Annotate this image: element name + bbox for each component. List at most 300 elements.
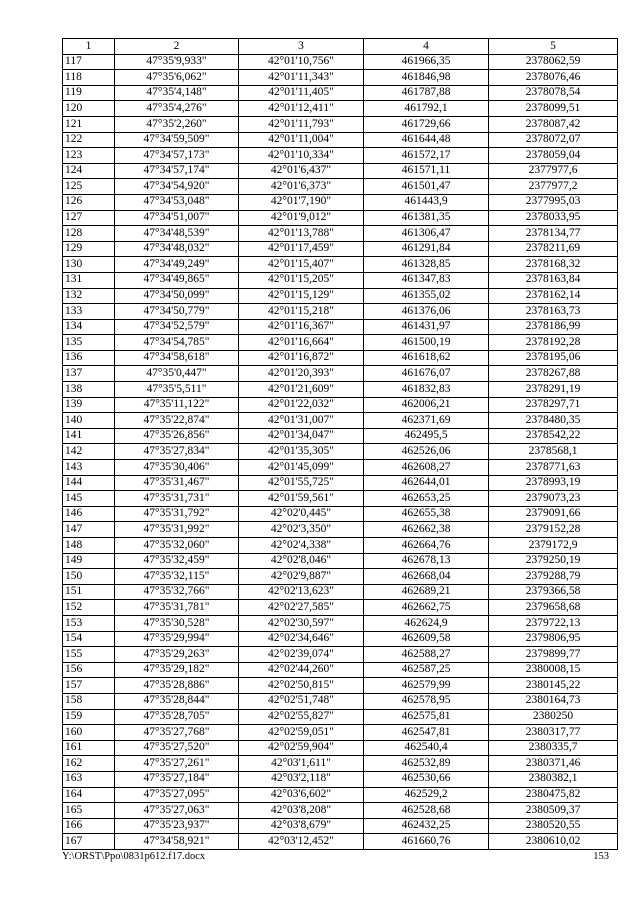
table-cell-col-4: 462578,95 (364, 693, 489, 709)
table-row (63, 631, 618, 647)
table-cell-col-5: 2379899,77 (489, 647, 618, 663)
table-cell-col-4: 462371,69 (364, 413, 489, 429)
table-cell-col-4: 461291,84 (364, 241, 489, 257)
table-cell-col-4: 462664,76 (364, 538, 489, 554)
table-cell-col-5: 2378267,88 (489, 366, 618, 382)
table-row (63, 335, 618, 351)
table-cell-col-4: 462655,38 (364, 506, 489, 522)
table-cell-col-4: 462662,75 (364, 600, 489, 616)
table-cell-col-1: 163 (63, 771, 115, 787)
table-cell-col-1: 162 (63, 756, 115, 772)
table-cell-col-5: 2380610,02 (489, 834, 618, 850)
table-row (63, 116, 618, 132)
table-cell-col-5: 2378993,19 (489, 475, 618, 491)
table-row (63, 397, 618, 413)
header-col-4: 4 (364, 39, 489, 55)
table-cell-col-1: 164 (63, 787, 115, 803)
table-row (63, 288, 618, 304)
table-cell-col-1: 129 (63, 241, 115, 257)
table-cell-col-2: 47°34'49,249" (115, 257, 239, 273)
table-cell-col-3: 42°03'12,452" (239, 834, 364, 850)
table-cell-col-2: 47°35'5,511" (115, 382, 239, 398)
table-cell-col-2: 47°34'54,785" (115, 335, 239, 351)
table-cell-col-3: 42°01'34,047" (239, 428, 364, 444)
table-cell-col-4: 461676,07 (364, 366, 489, 382)
table-cell-col-5: 2379152,28 (489, 522, 618, 538)
table-row (63, 740, 618, 756)
table-row (63, 148, 618, 164)
table-row (63, 85, 618, 101)
table-cell-col-3: 42°02'44,260" (239, 662, 364, 678)
table-cell-col-4: 461660,76 (364, 834, 489, 850)
table-cell-col-4: 462689,21 (364, 584, 489, 600)
table-cell-col-3: 42°02'13,623" (239, 584, 364, 600)
table-cell-col-2: 47°35'9,933" (115, 54, 239, 70)
table-cell-col-5: 2379250,19 (489, 553, 618, 569)
table-cell-col-5: 2378168,32 (489, 257, 618, 273)
table-row (63, 319, 618, 335)
table-row (63, 818, 618, 834)
header-col-1: 1 (63, 39, 115, 55)
table-cell-col-3: 42°02'9,887" (239, 569, 364, 585)
table-cell-col-4: 462644,01 (364, 475, 489, 491)
table-row (63, 475, 618, 491)
table-cell-col-3: 42°01'45,099" (239, 460, 364, 476)
table-row (63, 522, 618, 538)
table-cell-col-1: 123 (63, 148, 115, 164)
table-cell-col-4: 461572,17 (364, 148, 489, 164)
table-row (63, 756, 618, 772)
table-cell-col-5: 2379366,58 (489, 584, 618, 600)
table-cell-col-1: 165 (63, 803, 115, 819)
table-cell-col-1: 125 (63, 179, 115, 195)
table-cell-col-3: 42°03'2,118" (239, 771, 364, 787)
table-cell-col-2: 47°34'59,509" (115, 132, 239, 148)
table-cell-col-5: 2379288,79 (489, 569, 618, 585)
table-cell-col-2: 47°35'2,260" (115, 116, 239, 132)
table-cell-col-5: 2378542,22 (489, 428, 618, 444)
table-cell-col-4: 461376,06 (364, 304, 489, 320)
table-row (63, 241, 618, 257)
table-row (63, 179, 618, 195)
table-cell-col-2: 47°35'27,063" (115, 803, 239, 819)
table-cell-col-3: 42°01'21,609" (239, 382, 364, 398)
table-cell-col-5: 2378134,77 (489, 226, 618, 242)
table-cell-col-1: 127 (63, 210, 115, 226)
table-cell-col-2: 47°35'30,528" (115, 615, 239, 631)
table-cell-col-4: 462006,21 (364, 397, 489, 413)
table-cell-col-2: 47°34'53,048" (115, 194, 239, 210)
table-cell-col-1: 126 (63, 194, 115, 210)
table-cell-col-5: 2378211,69 (489, 241, 618, 257)
table-cell-col-5: 2378033,95 (489, 210, 618, 226)
table-cell-col-2: 47°35'26,856" (115, 428, 239, 444)
table-row (63, 491, 618, 507)
table-cell-col-1: 134 (63, 319, 115, 335)
table-cell-col-2: 47°35'29,263" (115, 647, 239, 663)
table-cell-col-5: 2379073,23 (489, 491, 618, 507)
table-cell-col-4: 462540,4 (364, 740, 489, 756)
table-row (63, 350, 618, 366)
table-cell-col-5: 2377977,2 (489, 179, 618, 195)
table-cell-col-2: 47°35'27,834" (115, 444, 239, 460)
table-cell-col-4: 462608,27 (364, 460, 489, 476)
table-cell-col-3: 42°03'6,602" (239, 787, 364, 803)
table-cell-col-3: 42°03'8,208" (239, 803, 364, 819)
table-row (63, 678, 618, 694)
table-cell-col-3: 42°01'10,334" (239, 148, 364, 164)
table-cell-col-2: 47°34'50,779" (115, 304, 239, 320)
table-cell-col-5: 2378087,42 (489, 116, 618, 132)
table-cell-col-4: 461355,02 (364, 288, 489, 304)
table-cell-col-2: 47°35'32,115" (115, 569, 239, 585)
table-cell-col-4: 462530,66 (364, 771, 489, 787)
table-cell-col-3: 42°01'11,793" (239, 116, 364, 132)
table-cell-col-4: 461381,35 (364, 210, 489, 226)
table-cell-col-1: 166 (63, 818, 115, 834)
table-cell-col-5: 2377995,03 (489, 194, 618, 210)
table-cell-col-3: 42°01'15,218" (239, 304, 364, 320)
table-body (63, 54, 618, 849)
table-row (63, 693, 618, 709)
table-cell-col-1: 143 (63, 460, 115, 476)
table-cell-col-1: 118 (63, 70, 115, 86)
table-cell-col-1: 136 (63, 350, 115, 366)
table-cell-col-1: 122 (63, 132, 115, 148)
table-cell-col-4: 461618,62 (364, 350, 489, 366)
table-cell-col-5: 2380382,1 (489, 771, 618, 787)
table-cell-col-3: 42°01'7,190" (239, 194, 364, 210)
table-cell-col-4: 461443,9 (364, 194, 489, 210)
table-cell-col-2: 47°35'27,261" (115, 756, 239, 772)
table-cell-col-2: 47°34'52,579" (115, 319, 239, 335)
table-cell-col-1: 148 (63, 538, 115, 554)
table-cell-col-1: 142 (63, 444, 115, 460)
table-cell-col-4: 462668,04 (364, 569, 489, 585)
table-cell-col-2: 47°35'31,467" (115, 475, 239, 491)
table-cell-col-4: 461500,19 (364, 335, 489, 351)
table-cell-col-4: 462678,13 (364, 553, 489, 569)
table-cell-col-4: 461729,66 (364, 116, 489, 132)
table-cell-col-2: 47°35'27,184" (115, 771, 239, 787)
table-cell-col-3: 42°01'11,004" (239, 132, 364, 148)
table-cell-col-2: 47°35'32,459" (115, 553, 239, 569)
table-row (63, 600, 618, 616)
table-row (63, 771, 618, 787)
table-cell-col-1: 146 (63, 506, 115, 522)
table-row (63, 553, 618, 569)
table-cell-col-2: 47°34'58,618" (115, 350, 239, 366)
table-cell-col-3: 42°01'11,343" (239, 70, 364, 86)
coordinates-table (62, 38, 618, 850)
table-row (63, 101, 618, 117)
table-cell-col-5: 2378162,14 (489, 288, 618, 304)
table-row (63, 584, 618, 600)
table-cell-col-2: 47°35'6,062" (115, 70, 239, 86)
table-cell-col-3: 42°02'4,338" (239, 538, 364, 554)
footer-file-path: Y:\ORST\Ppo\0831p612.f17.docx (62, 851, 206, 862)
table-cell-col-3: 42°03'1,611" (239, 756, 364, 772)
table-cell-col-3: 42°02'59,051" (239, 725, 364, 741)
table-cell-col-3: 42°02'0,445" (239, 506, 364, 522)
table-cell-col-3: 42°01'6,373" (239, 179, 364, 195)
table-cell-col-2: 47°34'57,173" (115, 148, 239, 164)
table-cell-col-3: 42°01'31,007" (239, 413, 364, 429)
table-cell-col-3: 42°01'11,405" (239, 85, 364, 101)
table-cell-col-1: 131 (63, 272, 115, 288)
table-cell-col-4: 461966,35 (364, 54, 489, 70)
table-cell-col-1: 161 (63, 740, 115, 756)
table-cell-col-1: 139 (63, 397, 115, 413)
table-cell-col-4: 462526,06 (364, 444, 489, 460)
table-cell-col-4: 462609,58 (364, 631, 489, 647)
table-cell-col-1: 152 (63, 600, 115, 616)
table-cell-col-1: 137 (63, 366, 115, 382)
table-cell-col-1: 158 (63, 693, 115, 709)
table-cell-col-4: 462579,99 (364, 678, 489, 694)
page-number: 153 (593, 851, 609, 862)
table-cell-col-2: 47°35'28,886" (115, 678, 239, 694)
table-cell-col-3: 42°02'3,350" (239, 522, 364, 538)
table-cell-col-1: 132 (63, 288, 115, 304)
table-cell-col-5: 2378062,59 (489, 54, 618, 70)
table-cell-col-3: 42°01'35,305" (239, 444, 364, 460)
table-cell-col-2: 47°34'58,921" (115, 834, 239, 850)
table-cell-col-5: 2380335,7 (489, 740, 618, 756)
table-cell-col-3: 42°01'15,129" (239, 288, 364, 304)
table-row (63, 194, 618, 210)
table-cell-col-2: 47°35'31,992" (115, 522, 239, 538)
table-cell-col-2: 47°35'31,731" (115, 491, 239, 507)
table-row (63, 428, 618, 444)
table-cell-col-3: 42°01'12,411" (239, 101, 364, 117)
table-cell-col-4: 461347,83 (364, 272, 489, 288)
table-cell-col-3: 42°01'22,032" (239, 397, 364, 413)
table-cell-col-5: 2378480,35 (489, 413, 618, 429)
table-cell-col-3: 42°01'13,788" (239, 226, 364, 242)
table-cell-col-2: 47°34'48,032" (115, 241, 239, 257)
table-cell-col-4: 462575,81 (364, 709, 489, 725)
table-cell-col-4: 461792,1 (364, 101, 489, 117)
table-row (63, 725, 618, 741)
table-cell-col-1: 156 (63, 662, 115, 678)
table-cell-col-5: 2378099,51 (489, 101, 618, 117)
table-cell-col-1: 154 (63, 631, 115, 647)
table-cell-col-1: 153 (63, 615, 115, 631)
table-cell-col-3: 42°01'59,561" (239, 491, 364, 507)
table-cell-col-5: 2378297,71 (489, 397, 618, 413)
table-cell-col-1: 140 (63, 413, 115, 429)
table-cell-col-4: 462588,27 (364, 647, 489, 663)
table-cell-col-3: 42°01'17,459" (239, 241, 364, 257)
table-cell-col-3: 42°02'34,646" (239, 631, 364, 647)
table-row (63, 538, 618, 554)
table-cell-col-1: 133 (63, 304, 115, 320)
table-row (63, 834, 618, 850)
table-cell-col-5: 2380317,77 (489, 725, 618, 741)
table-row (63, 413, 618, 429)
table-cell-col-4: 462529,2 (364, 787, 489, 803)
table-row (63, 272, 618, 288)
table-row (63, 54, 618, 70)
table-cell-col-3: 42°01'20,393" (239, 366, 364, 382)
table-row (63, 647, 618, 663)
table-cell-col-5: 2380520,55 (489, 818, 618, 834)
table-row (63, 803, 618, 819)
table-cell-col-5: 2380475,82 (489, 787, 618, 803)
table-cell-col-3: 42°02'50,815" (239, 678, 364, 694)
table-cell-col-5: 2380008,15 (489, 662, 618, 678)
table-cell-col-1: 147 (63, 522, 115, 538)
table-cell-col-4: 461431,97 (364, 319, 489, 335)
header-col-5: 5 (489, 39, 618, 55)
table-cell-col-4: 462532,89 (364, 756, 489, 772)
table-row (63, 132, 618, 148)
header-row (63, 39, 618, 55)
table-cell-col-2: 47°35'28,705" (115, 709, 239, 725)
table-cell-col-1: 124 (63, 163, 115, 179)
table-cell-col-1: 155 (63, 647, 115, 663)
table-cell-col-5: 2378568,1 (489, 444, 618, 460)
table-cell-col-2: 47°34'49,865" (115, 272, 239, 288)
table-cell-col-5: 2378072,07 (489, 132, 618, 148)
table-cell-col-5: 2378186,99 (489, 319, 618, 335)
table-cell-col-5: 2379658,68 (489, 600, 618, 616)
table-cell-col-5: 2378195,06 (489, 350, 618, 366)
table-cell-col-2: 47°35'29,182" (115, 662, 239, 678)
table-cell-col-1: 145 (63, 491, 115, 507)
table-cell-col-3: 42°01'16,872" (239, 350, 364, 366)
table-cell-col-1: 159 (63, 709, 115, 725)
table-cell-col-2: 47°35'32,060" (115, 538, 239, 554)
table-cell-col-5: 2379806,95 (489, 631, 618, 647)
table-cell-col-4: 461328,85 (364, 257, 489, 273)
table-cell-col-1: 121 (63, 116, 115, 132)
table-cell-col-4: 462528,68 (364, 803, 489, 819)
table-cell-col-5: 2377977,6 (489, 163, 618, 179)
table-cell-col-2: 47°35'23,937" (115, 818, 239, 834)
table-cell-col-2: 47°35'27,520" (115, 740, 239, 756)
table-cell-col-3: 42°01'15,407" (239, 257, 364, 273)
table-cell-col-1: 157 (63, 678, 115, 694)
table-cell-col-3: 42°01'16,367" (239, 319, 364, 335)
table-cell-col-4: 461501,47 (364, 179, 489, 195)
table-cell-col-1: 149 (63, 553, 115, 569)
table-cell-col-2: 47°35'29,994" (115, 631, 239, 647)
table-cell-col-5: 2380250 (489, 709, 618, 725)
table-cell-col-5: 2379091,66 (489, 506, 618, 522)
table-cell-col-3: 42°02'55,827" (239, 709, 364, 725)
table-cell-col-4: 462587,25 (364, 662, 489, 678)
table-cell-col-2: 47°34'48,539" (115, 226, 239, 242)
table-cell-col-2: 47°35'11,122" (115, 397, 239, 413)
table-row (63, 163, 618, 179)
table-row (63, 787, 618, 803)
table-cell-col-2: 47°34'54,920" (115, 179, 239, 195)
table-cell-col-2: 47°35'4,148" (115, 85, 239, 101)
table-cell-col-2: 47°34'50,099" (115, 288, 239, 304)
table-cell-col-4: 461787,88 (364, 85, 489, 101)
table-cell-col-5: 2378163,73 (489, 304, 618, 320)
table-cell-col-2: 47°35'32,766" (115, 584, 239, 600)
table-cell-col-5: 2380509,37 (489, 803, 618, 819)
table-cell-col-1: 117 (63, 54, 115, 70)
table-cell-col-3: 42°01'16,664" (239, 335, 364, 351)
table-cell-col-3: 42°03'8,679" (239, 818, 364, 834)
table-cell-col-4: 461832,83 (364, 382, 489, 398)
table-row (63, 662, 618, 678)
table-cell-col-5: 2378163,84 (489, 272, 618, 288)
table-cell-col-4: 462653,25 (364, 491, 489, 507)
table-cell-col-4: 462495,5 (364, 428, 489, 444)
table-cell-col-3: 42°01'10,756" (239, 54, 364, 70)
table-row (63, 615, 618, 631)
table-cell-col-3: 42°02'27,585" (239, 600, 364, 616)
table-row (63, 569, 618, 585)
table-cell-col-2: 47°35'0,447" (115, 366, 239, 382)
table-cell-col-1: 150 (63, 569, 115, 585)
table-row (63, 304, 618, 320)
table-cell-col-1: 160 (63, 725, 115, 741)
table-cell-col-1: 119 (63, 85, 115, 101)
table-cell-col-3: 42°02'30,597" (239, 615, 364, 631)
table-cell-col-5: 2380371,46 (489, 756, 618, 772)
table-cell-col-4: 461846,98 (364, 70, 489, 86)
table-row (63, 382, 618, 398)
table-row (63, 70, 618, 86)
table-row (63, 709, 618, 725)
table-cell-col-5: 2380145,22 (489, 678, 618, 694)
table-cell-col-2: 47°35'28,844" (115, 693, 239, 709)
table-cell-col-3: 42°01'55,725" (239, 475, 364, 491)
table-cell-col-5: 2379172,9 (489, 538, 618, 554)
table-cell-col-2: 47°35'4,276" (115, 101, 239, 117)
table-cell-col-3: 42°01'6,437" (239, 163, 364, 179)
table-cell-col-5: 2378291,19 (489, 382, 618, 398)
table-cell-col-1: 128 (63, 226, 115, 242)
table-cell-col-5: 2379722,13 (489, 615, 618, 631)
table-cell-col-2: 47°34'57,174" (115, 163, 239, 179)
table-cell-col-5: 2378076,46 (489, 70, 618, 86)
table-cell-col-1: 141 (63, 428, 115, 444)
table-cell-col-1: 130 (63, 257, 115, 273)
table-cell-col-4: 462662,38 (364, 522, 489, 538)
table-cell-col-3: 42°02'8,046" (239, 553, 364, 569)
header-col-3: 3 (239, 39, 364, 55)
table-cell-col-5: 2378192,28 (489, 335, 618, 351)
header-col-2: 2 (115, 39, 239, 55)
table-cell-col-3: 42°01'15,205" (239, 272, 364, 288)
table-cell-col-5: 2378771,63 (489, 460, 618, 476)
table-cell-col-4: 462624,9 (364, 615, 489, 631)
table-cell-col-2: 47°35'31,781" (115, 600, 239, 616)
table-row (63, 366, 618, 382)
table-cell-col-3: 42°02'59,904" (239, 740, 364, 756)
table-cell-col-2: 47°35'27,768" (115, 725, 239, 741)
table-cell-col-4: 462547,81 (364, 725, 489, 741)
table-cell-col-1: 144 (63, 475, 115, 491)
table-row (63, 257, 618, 273)
table-cell-col-4: 461571,11 (364, 163, 489, 179)
table-cell-col-3: 42°02'39,074" (239, 647, 364, 663)
table-cell-col-2: 47°35'27,095" (115, 787, 239, 803)
table-row (63, 226, 618, 242)
table-row (63, 506, 618, 522)
table-cell-col-1: 120 (63, 101, 115, 117)
table-cell-col-4: 461306,47 (364, 226, 489, 242)
table-cell-col-5: 2378059,04 (489, 148, 618, 164)
table-cell-col-2: 47°35'30,406" (115, 460, 239, 476)
